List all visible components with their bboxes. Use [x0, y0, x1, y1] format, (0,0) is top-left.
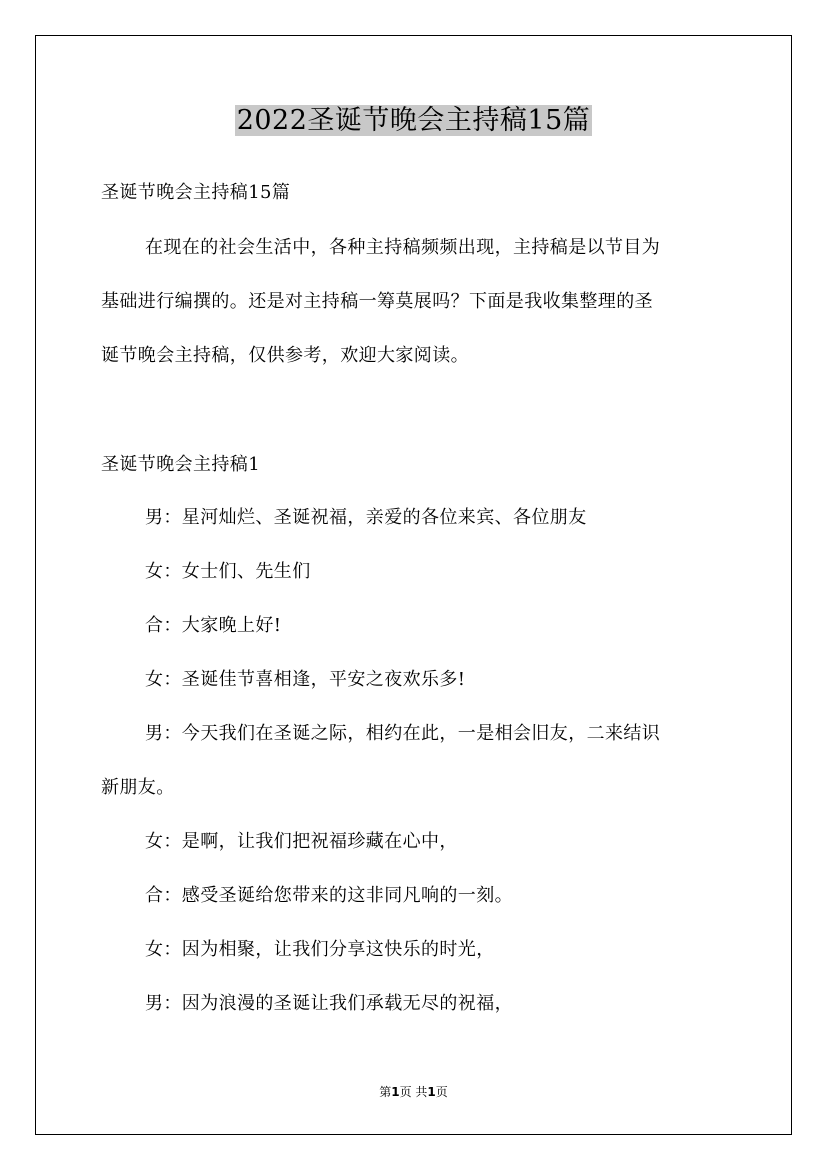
document-title-text: 2022圣诞节晚会主持稿15篇 — [236, 105, 591, 136]
footer-mid: 页 共 — [399, 1085, 428, 1099]
dialogue-line: 女：因为相聚，让我们分享这快乐的时光， — [145, 939, 495, 960]
footer-total-pages: 1 — [427, 1085, 436, 1099]
footer-suffix: 页 — [435, 1085, 448, 1099]
dialogue-line: 女：女士们、先生们 — [145, 561, 311, 582]
dialogue-line: 男：因为浪漫的圣诞让我们承载无尽的祝福， — [145, 993, 513, 1014]
intro-line-3: 诞节晚会主持稿，仅供参考，欢迎大家阅读。 — [101, 345, 469, 366]
document-subtitle: 圣诞节晚会主持稿15篇 — [101, 182, 291, 203]
footer-prefix: 第 — [379, 1085, 392, 1099]
section-heading: 圣诞节晚会主持稿1 — [101, 454, 261, 475]
dialogue-line: 女：是啊，让我们把祝福珍藏在心中， — [145, 831, 458, 852]
dialogue-line: 男：星河灿烂、圣诞祝福，亲爱的各位来宾、各位朋友 — [145, 507, 587, 528]
dialogue-line: 合：大家晚上好! — [145, 615, 282, 636]
dialogue-line: 男：今天我们在圣诞之际，相约在此，一是相会旧友，二来结识 — [145, 723, 661, 744]
dialogue-line-continuation: 新朋友。 — [101, 777, 175, 798]
dialogue-line: 合：感受圣诞给您带来的这非同凡响的一刻。 — [145, 885, 513, 906]
footer-page-number: 1 — [391, 1085, 400, 1099]
intro-line-2: 基础进行编撰的。还是对主持稿一筹莫展吗？下面是我收集整理的圣 — [101, 291, 653, 312]
page-footer — [0, 1083, 827, 1101]
dialogue-line: 女：圣诞佳节喜相逢，平安之夜欢乐多! — [145, 669, 466, 690]
intro-line-1: 在现在的社会生活中，各种主持稿频频出现，主持稿是以节目为 — [145, 237, 661, 258]
document-title — [0, 101, 827, 141]
